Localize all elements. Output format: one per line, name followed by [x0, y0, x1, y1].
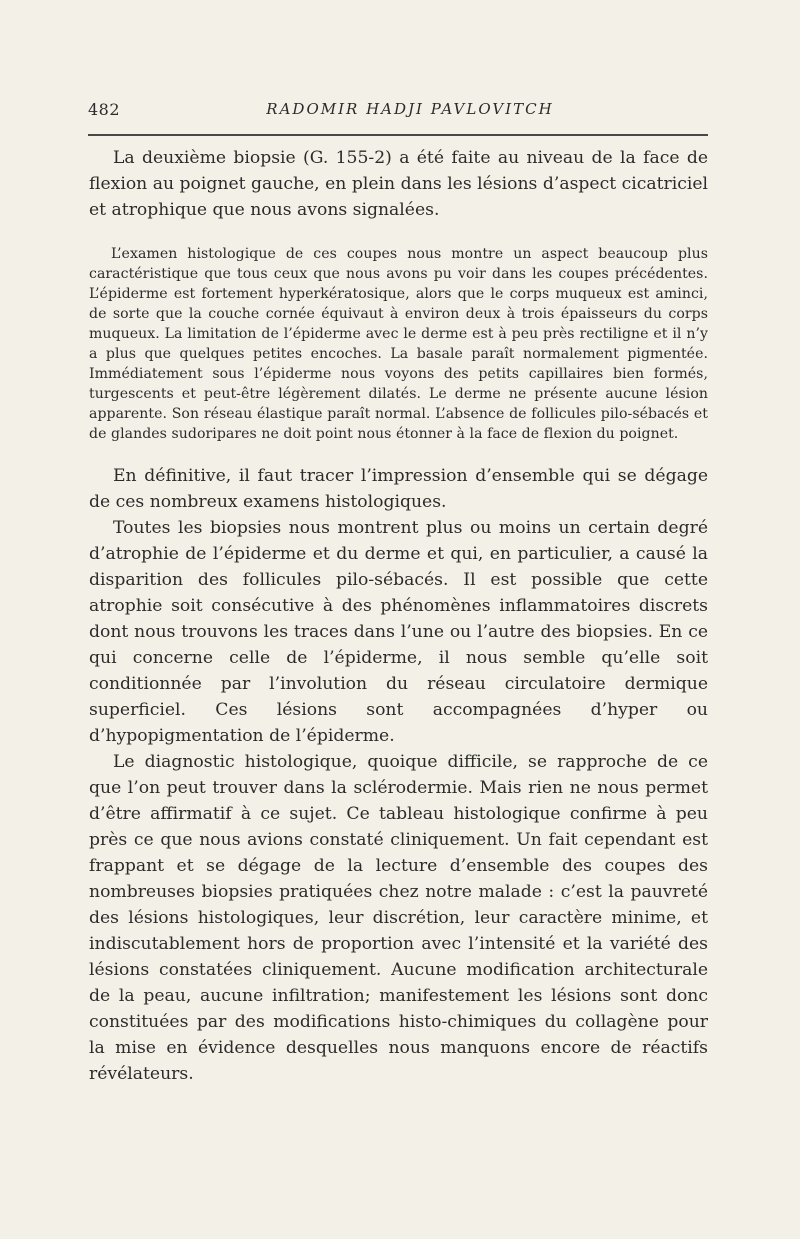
- page-header: [88, 98, 708, 136]
- page-body: [89, 145, 708, 1087]
- paragraph-definitive-summary: En définitive, il faut tracer l’impression d’ensemble qui se dégage de ces nombreux examens histologiques.: [89, 466, 708, 512]
- paragraph-atrophy-findings: Toutes les biopsies nous montrent plus ou moins un certain degré d’atrophie de l’épiderme et du derme et qui, en particulier, a causé la disparition des follicules pilo-sébacés. Il est possible que cette atrophie soit consécutive à des phénomènes inflammatoires discrets dont nous trouvons les traces dans l’une ou l’autre des biopsies. En ce qui concerne celle de l’épiderme, il nous semble qu’elle soit conditionnée par l’involution du réseau circulatoire dermique superficiel. Ces lésions sont accompagnées d’hyper ou d’hypopigmentation de l’épiderme.: [89, 518, 708, 746]
- paragraph-histological-exam: L’examen histologique de ces coupes nous montre un aspect beaucoup plus caractéristique que tous ceux que nous avons pu voir dans les coupes précédentes. L’épiderme est fortement hyperkératosique, alors que le corps muqueux est aminci, de sorte que la couche cornée équivaut à environ deux à trois épaisseurs du corps muqueux. La limitation de l’épiderme avec le derme est à peu près rectiligne et il n’y a plus que quelques petites encoches. La basale paraît normalement pigmentée. Immédiatement sous l’épiderme nous voyons des petits capillaires bien formés, turgescents et peut-être légèrement dilatés. Le derme ne présente aucune lésion apparente. Son réseau élastique paraît normal. L’absence de follicules pilo-sébacés et de glandes sudoripares ne doit point nous étonner à la face de flexion du poignet.: [89, 246, 708, 442]
- paragraph-diagnosis: Le diagnostic histologique, quoique difficile, se rapproche de ce que l’on peut trouver dans la sclérodermie. Mais rien ne nous permet d’être affirmatif à ce sujet. Ce tableau histologique confirme à peu près ce que nous avions constaté cliniquement. Un fait cependant est frappant et se dégage de la lecture d’ensemble des coupes des nombreuses biopsies pratiquées chez notre malade : c’est la pauvreté des lésions histologiques, leur discrétion, leur caractère minime, et indiscutablement hors de proportion avec l’intensité et la variété des lésions constatées cliniquement. Aucune modification architecturale de la peau, aucune infiltration; manifestement les lésions sont donc constituées par des modifications histo-chimiques du collagène pour la mise en évidence desquelles nous manquons encore de réactifs révélateurs.: [89, 752, 708, 1084]
- paragraph-second-biopsy: La deuxième biopsie (G. 155-2) a été faite au niveau de la face de flexion au poignet gauche, en plein dans les lésions d’aspect cicatriciel et atrophique que nous avons signalées.: [89, 148, 708, 220]
- running-head: RADOMIR HADJI PAVLOVITCH: [266, 100, 554, 118]
- page-number: 482: [88, 100, 121, 119]
